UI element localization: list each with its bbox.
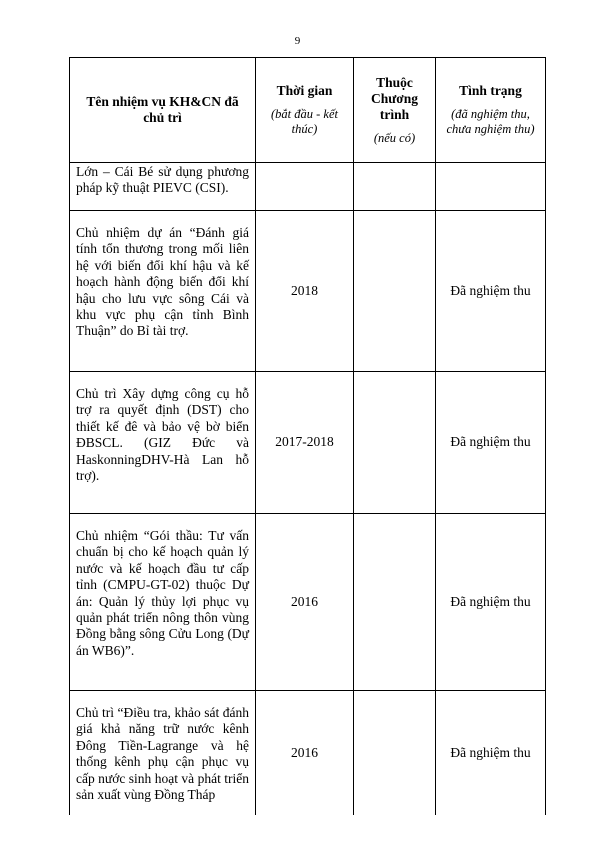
task-status: Đã nghiệm thu bbox=[436, 211, 546, 372]
table-row bbox=[70, 691, 546, 816]
research-tasks-table bbox=[69, 57, 546, 815]
task-program bbox=[354, 211, 436, 372]
task-status: Đã nghiệm thu bbox=[436, 514, 546, 691]
table-row bbox=[70, 514, 546, 691]
task-description: Chủ trì “Điều tra, khảo sát đánh giá khả năng trữ nước kênh Đông Tiền-Lagrange và hệ thống kênh phụ cận phục vụ cấp nước sinh hoạt và phát triển sản xuất vùng Đồng Tháp bbox=[70, 691, 256, 816]
task-status bbox=[436, 163, 546, 211]
page-number: 9 bbox=[294, 35, 301, 47]
task-time bbox=[256, 163, 354, 211]
header-status bbox=[436, 58, 546, 163]
table-row bbox=[70, 372, 546, 514]
task-program bbox=[354, 372, 436, 514]
task-status: Đã nghiệm thu bbox=[436, 691, 546, 816]
task-program bbox=[354, 163, 436, 211]
header-status-note: (đã nghiệm thu, chưa nghiệm thu) bbox=[446, 107, 535, 136]
table-row bbox=[70, 211, 546, 372]
task-time: 2017-2018 bbox=[256, 372, 354, 514]
header-time bbox=[256, 58, 354, 163]
task-description: Chủ trì Xây dựng công cụ hỗ trợ ra quyết định (DST) cho thiết kế đê và bảo vệ bờ biển ĐBSCL. (GIZ Đức và HaskonningDHV-Hà Lan hỗ trợ). bbox=[70, 372, 256, 514]
task-time: 2016 bbox=[256, 514, 354, 691]
task-description: Lớn – Cái Bé sử dụng phương pháp kỹ thuật PIEVC (CSI). bbox=[70, 163, 256, 211]
task-description: Chủ nhiệm dự án “Đánh giá tính tổn thương trong mối liên hệ với biến đổi khí hậu và kế hoạch hành động biến đổi khí hậu cho lưu vực sông Cái và khu vực phụ cận tỉnh Bình Thuận” do Bỉ tài trợ. bbox=[70, 211, 256, 372]
task-time: 2018 bbox=[256, 211, 354, 372]
table-row bbox=[70, 163, 546, 211]
task-time: 2016 bbox=[256, 691, 354, 816]
header-program bbox=[354, 58, 436, 163]
task-program bbox=[354, 691, 436, 816]
table-header-row bbox=[70, 58, 546, 163]
header-status-label: Tình trạng bbox=[459, 83, 522, 98]
header-time-note: (bắt đầu - kết thúc) bbox=[271, 107, 338, 136]
task-status: Đã nghiệm thu bbox=[436, 372, 546, 514]
task-description: Chủ nhiệm “Gói thầu: Tư vấn chuẩn bị cho kế hoạch quản lý nước và kế hoạch đầu tư cấp tỉnh (CMPU-GT-02) thuộc Dự án: Quản lý thủy lợi phục vụ quản phát triển nông thôn vùng Đồng bằng sông Cửu Long (Dự án WB6)”. bbox=[70, 514, 256, 691]
header-task-name-label: Tên nhiệm vụ KH&CN đã chủ trì bbox=[86, 94, 239, 125]
header-program-note: (nếu có) bbox=[373, 130, 416, 145]
header-task-name bbox=[70, 58, 256, 163]
header-time-label: Thời gian bbox=[276, 83, 333, 98]
header-program-label: Thuộc Chương trình bbox=[370, 74, 419, 122]
task-program bbox=[354, 514, 436, 691]
